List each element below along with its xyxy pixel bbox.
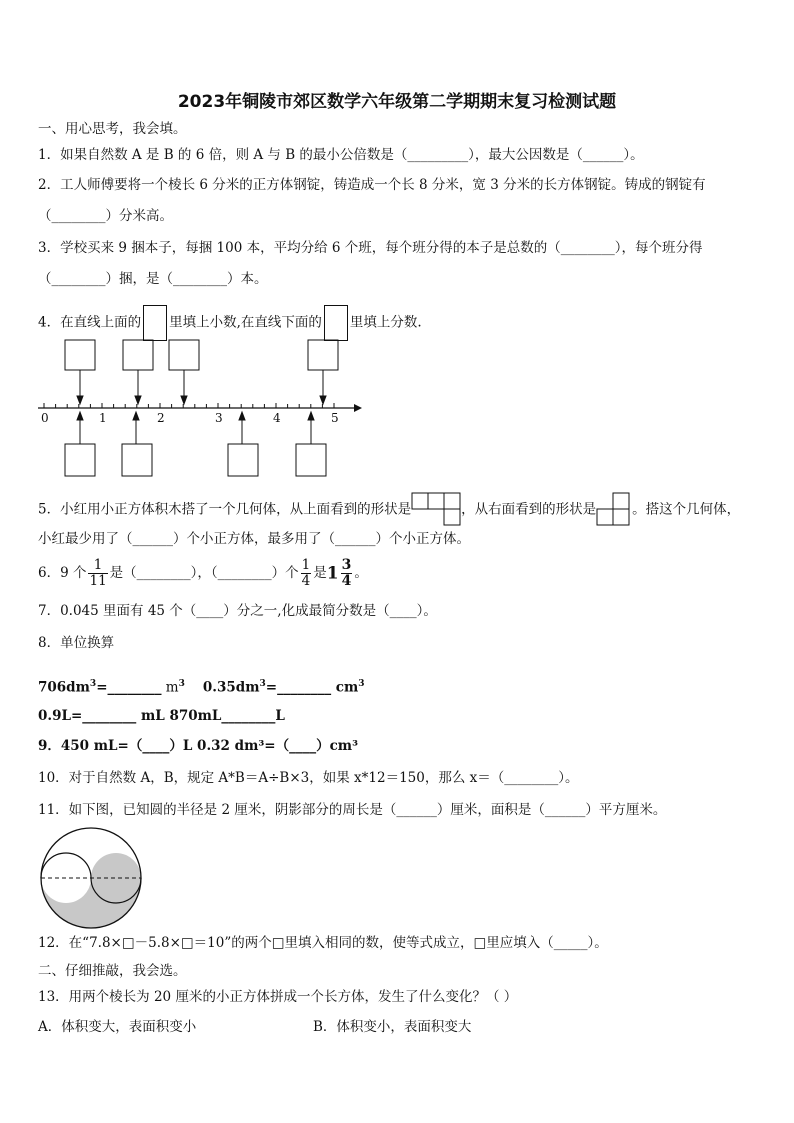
top-answer-box — [169, 340, 199, 370]
question-4-middle: 里填上小数,在直线下面的 — [169, 314, 322, 331]
section-heading-2: 二、仔细推敲，我会选。 — [38, 963, 187, 979]
question-4-suffix: 里填上分数. — [349, 314, 422, 331]
question-6-middle: 是（________），（________）个 — [109, 565, 299, 581]
bottom-answer-box — [228, 444, 258, 476]
tick-label: 2 — [157, 411, 165, 425]
question-1: 1．如果自然数 A 是 B 的 6 倍，则 A 与 B 的最小公倍数是（_________），最大公因数是（______）。 — [38, 147, 644, 163]
bottom-answer-box — [122, 444, 152, 476]
shaded-region — [41, 853, 141, 928]
tick-label: 1 — [99, 411, 107, 425]
question-4 — [38, 305, 422, 341]
tick-label: 5 — [331, 411, 339, 425]
question-11: 11．如下图，已知圆的半径是 2 厘米，阴影部分的周长是（______）厘米，面积是（______）平方厘米。 — [38, 802, 667, 818]
tick-label: 3 — [215, 411, 223, 425]
circle-figure — [36, 826, 146, 930]
question-8-row-1: $706dm^3=\_\_\_\_\_\_\_\_$ $m^3$ $0.35dm^3=\_\_\_\_\_\_\_\_$ $cm^3$ — [38, 679, 365, 696]
question-10: 10．对于自然数 A，B，规定 A*B＝A÷B×3，如果 x*12＝150，那么 x＝（________）。 — [38, 770, 579, 786]
question-2-line-1: 2．工人师傅要将一个棱长 6 分米的正方体钢锭，铸造成一个长 8 分米，宽 3 分米的长方体钢锭。铸成的钢锭有 — [38, 177, 706, 193]
question-13-option-a: A．体积变大，表面积变小 — [38, 1019, 197, 1035]
question-5-suffix: 。搭这个几何体， — [632, 501, 741, 518]
question-3-line-1: 3．学校买来 9 捆本子，每捆 100 本，平均分给 6 个班，每个班分得的本子是总数的（________），每个班分得 — [38, 240, 703, 256]
fraction: $\frac{1}{11}$ — [89, 557, 107, 589]
question-4-prefix: 4．在直线上面的 — [38, 314, 142, 331]
bottom-answer-box — [65, 444, 95, 476]
question-6 — [38, 556, 368, 591]
question-3-line-2: （________）捆，是（________）本。 — [38, 271, 268, 287]
question-5-line-1 — [38, 492, 740, 528]
question-6-suffix: 。 — [354, 565, 368, 581]
question-5-prefix: 5．小红用小正方体积木搭了一个几何体，从上面看到的形状是 — [38, 501, 412, 518]
fraction: $\frac{3}{4}$ — [341, 557, 352, 589]
question-13: 13．用两个棱长为 20 厘米的小正方体拼成一个长方体，发生了什么变化？（ ） — [38, 989, 518, 1005]
question-5-middle: ，从右面看到的形状是 — [461, 501, 597, 518]
arrow-right-icon — [354, 404, 362, 412]
tick-label: 4 — [273, 411, 281, 425]
right-view-shape-icon — [596, 492, 632, 528]
question-13-option-b: B．体积变小，表面积变大 — [313, 1019, 472, 1035]
question-12: 12．在“7.8×□－5.8×□＝10”的两个□里填入相同的数，使等式成立，□里应填入（_____）。 — [38, 935, 608, 951]
question-9: 9．450 mL=（____）L 0.32 dm³=（____）cm³ — [38, 738, 358, 754]
question-7: 7．0.045 里面有 45 个（____）分之一,化成最简分数是（____）。 — [38, 603, 437, 619]
question-6-middle-2: 是 — [313, 565, 327, 581]
number-line-figure — [34, 338, 374, 480]
question-8: 8．单位换算 — [38, 635, 115, 651]
mixed-number-whole: 1 — [326, 563, 339, 584]
question-8-row-2: 0.9L=________ mL 870mL________L — [38, 708, 285, 724]
top-answer-box — [308, 340, 338, 370]
question-2-line-2: （________）分米高。 — [38, 208, 173, 224]
question-5-line-2: 小红最少用了（______）个小正方体，最多用了（______）个小正方体。 — [38, 531, 470, 547]
page-title: 2023年铜陵市郊区数学六年级第二学期期末复习检测试题 — [177, 92, 617, 112]
answer-box-icon — [324, 305, 348, 341]
tick-label: 0 — [41, 411, 49, 425]
top-view-shape-icon — [411, 492, 461, 528]
bottom-answer-box — [296, 444, 326, 476]
top-answer-box — [65, 340, 95, 370]
question-6-prefix: 6．9 个 — [38, 565, 87, 581]
section-heading-1: 一、用心思考，我会填。 — [38, 121, 187, 137]
answer-box-icon — [143, 305, 167, 341]
fraction: $\frac{1}{4}$ — [301, 557, 311, 589]
top-answer-box — [123, 340, 153, 370]
